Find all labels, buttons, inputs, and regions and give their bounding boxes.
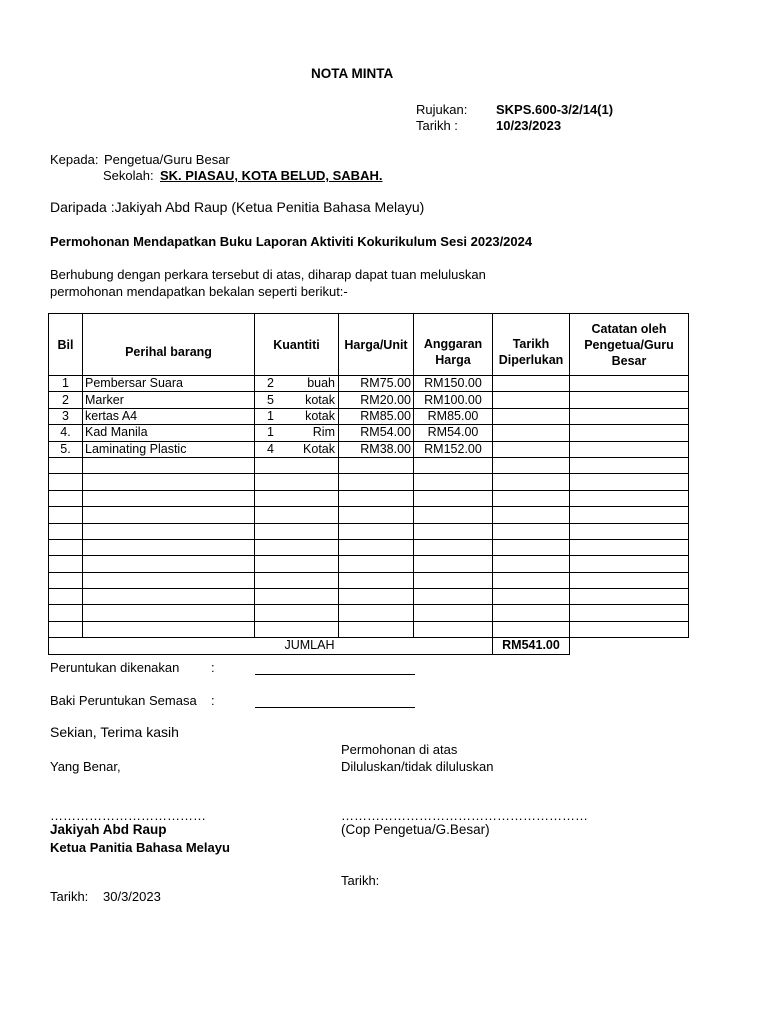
cell-catatan xyxy=(570,572,689,588)
tarikh-value: 10/23/2023 xyxy=(496,118,562,133)
cell-harga xyxy=(339,523,414,539)
cell-catatan xyxy=(570,589,689,605)
total-label: JUMLAH xyxy=(284,638,335,653)
qty-number: 5 xyxy=(267,392,274,407)
cell-tarikh xyxy=(493,474,570,490)
signature-dots-right: ………………………………………………… xyxy=(341,808,588,823)
cell-tarikh xyxy=(493,441,570,457)
qty-number: 2 xyxy=(267,376,274,391)
cell-tarikh xyxy=(493,490,570,506)
cell-tarikh xyxy=(493,392,570,408)
cell-catatan xyxy=(570,441,689,457)
cell-harga xyxy=(339,474,414,490)
cell-harga: RM20.00 xyxy=(339,392,414,408)
table-row-empty xyxy=(49,621,689,637)
cell-kuantiti xyxy=(255,539,339,555)
cell-anggaran xyxy=(414,572,493,588)
cell-tarikh xyxy=(493,621,570,637)
cell-tarikh xyxy=(493,457,570,473)
cell-anggaran: RM152.00 xyxy=(414,441,493,457)
cell-perihal xyxy=(83,621,255,637)
header-anggaran-text: Anggaran Harga xyxy=(423,336,483,367)
header-harga: Harga/Unit xyxy=(339,314,414,376)
cell-tarikh xyxy=(493,605,570,621)
cell-catatan xyxy=(570,490,689,506)
cell-perihal xyxy=(83,490,255,506)
cell-tarikh xyxy=(493,572,570,588)
table-header-row xyxy=(49,314,689,376)
total-row xyxy=(49,638,689,654)
cell-tarikh xyxy=(493,556,570,572)
header-anggaran xyxy=(414,314,493,376)
cell-perihal: Pembersar Suara xyxy=(83,376,255,392)
cell-kuantiti xyxy=(255,572,339,588)
cell-perihal xyxy=(83,523,255,539)
table-row-empty xyxy=(49,605,689,621)
cell-anggaran: RM54.00 xyxy=(414,425,493,441)
cell-anggaran: RM150.00 xyxy=(414,376,493,392)
cell-perihal xyxy=(83,474,255,490)
cell-catatan xyxy=(570,408,689,424)
baki-line xyxy=(255,707,415,708)
cell-kuantiti xyxy=(255,556,339,572)
qty-unit: kotak xyxy=(305,392,335,407)
cell-perihal xyxy=(83,539,255,555)
table-row xyxy=(49,376,689,392)
cell-anggaran xyxy=(414,457,493,473)
cell-kuantiti xyxy=(255,441,339,457)
cell-bil: 4. xyxy=(49,425,83,441)
cell-catatan xyxy=(570,621,689,637)
baki-colon: : xyxy=(211,693,215,708)
header-bil: Bil xyxy=(49,314,83,376)
cell-kuantiti xyxy=(255,605,339,621)
approval-line-1: Permohonan di atas xyxy=(341,742,458,757)
cell-catatan xyxy=(570,556,689,572)
cell-bil xyxy=(49,572,83,588)
cell-harga xyxy=(339,457,414,473)
cell-bil xyxy=(49,605,83,621)
table-row-empty xyxy=(49,507,689,523)
cell-bil xyxy=(49,507,83,523)
signer-position: Ketua Panitia Bahasa Melayu xyxy=(50,840,230,855)
cell-catatan xyxy=(570,376,689,392)
cell-bil xyxy=(49,556,83,572)
cell-anggaran xyxy=(414,589,493,605)
qty-unit: Rim xyxy=(312,425,335,440)
cell-harga xyxy=(339,621,414,637)
cell-anggaran: RM100.00 xyxy=(414,392,493,408)
cell-harga xyxy=(339,572,414,588)
qty-unit: buah xyxy=(307,376,335,391)
cell-perihal xyxy=(83,605,255,621)
cell-bil: 2 xyxy=(49,392,83,408)
sekian: Sekian, Terima kasih xyxy=(50,724,179,740)
cell-harga: RM75.00 xyxy=(339,376,414,392)
cell-kuantiti xyxy=(255,523,339,539)
approval-tarikh-label: Tarikh: xyxy=(341,873,380,888)
cell-harga xyxy=(339,539,414,555)
cell-catatan xyxy=(570,457,689,473)
total-label-cell xyxy=(49,638,493,654)
kepada-label: Kepada: xyxy=(50,152,99,167)
cell-bil xyxy=(49,539,83,555)
table-row-empty xyxy=(49,474,689,490)
cell-kuantiti xyxy=(255,621,339,637)
table-row-empty xyxy=(49,490,689,506)
rujukan-value: SKPS.600-3/2/14(1) xyxy=(496,102,614,117)
cell-tarikh xyxy=(493,507,570,523)
cell-catatan xyxy=(570,425,689,441)
cell-anggaran: RM85.00 xyxy=(414,408,493,424)
cell-anggaran xyxy=(414,523,493,539)
subject: Permohonan Mendapatkan Buku Laporan Aktiviti Kokurikulum Sesi 2023/2024 xyxy=(50,234,533,249)
table-row xyxy=(49,441,689,457)
request-table xyxy=(48,313,689,655)
cell-anggaran xyxy=(414,605,493,621)
cell-catatan xyxy=(570,474,689,490)
table-row-empty xyxy=(49,457,689,473)
from-line: Daripada :Jakiyah Abd Raup (Ketua Penitia Bahasa Melayu) xyxy=(50,199,425,215)
cell-perihal xyxy=(83,556,255,572)
sekolah-value: SK. PIASAU, KOTA BELUD, SABAH. xyxy=(160,168,383,183)
qty-number: 4 xyxy=(267,441,274,456)
table-row-empty xyxy=(49,572,689,588)
cell-kuantiti xyxy=(255,425,339,441)
cell-bil: 1 xyxy=(49,376,83,392)
cell-perihal: Kad Manila xyxy=(83,425,255,441)
peruntukan-colon: : xyxy=(211,660,215,675)
cell-tarikh xyxy=(493,523,570,539)
cell-perihal xyxy=(83,507,255,523)
cell-catatan xyxy=(570,507,689,523)
cell-anggaran xyxy=(414,490,493,506)
qty-unit: kotak xyxy=(305,408,335,423)
cell-kuantiti xyxy=(255,507,339,523)
cell-perihal: Marker xyxy=(83,392,255,408)
page-title: NOTA MINTA xyxy=(311,66,394,81)
tarikh-label: Tarikh : xyxy=(416,118,458,133)
cell-perihal xyxy=(83,572,255,588)
cell-catatan xyxy=(570,523,689,539)
table-row-empty xyxy=(49,539,689,555)
header-tarikh xyxy=(493,314,570,376)
cell-kuantiti xyxy=(255,457,339,473)
cell-tarikh xyxy=(493,408,570,424)
cell-catatan xyxy=(570,605,689,621)
header-perihal-text: Perihal barang xyxy=(125,344,212,359)
cell-tarikh xyxy=(493,589,570,605)
signature-dots-left: ……………………………… xyxy=(50,808,206,823)
cell-kuantiti xyxy=(255,408,339,424)
cell-perihal: kertas A4 xyxy=(83,408,255,424)
table-row xyxy=(49,425,689,441)
signer-tarikh-label: Tarikh: xyxy=(50,889,89,904)
header-tarikh-text: Tarikh Diperlukan xyxy=(498,336,564,367)
table-row xyxy=(49,408,689,424)
peruntukan-line xyxy=(255,674,415,675)
cell-bil: 5. xyxy=(49,441,83,457)
cell-tarikh xyxy=(493,425,570,441)
sekolah-label: Sekolah: xyxy=(103,168,154,183)
cell-harga xyxy=(339,556,414,572)
kepada-value: Pengetua/Guru Besar xyxy=(104,152,230,167)
cell-kuantiti xyxy=(255,474,339,490)
table-row-empty xyxy=(49,556,689,572)
total-empty xyxy=(570,638,689,654)
cell-harga xyxy=(339,589,414,605)
cell-bil: 3 xyxy=(49,408,83,424)
cell-catatan xyxy=(570,392,689,408)
table-row-empty xyxy=(49,523,689,539)
table-row-empty xyxy=(49,589,689,605)
peruntukan-label: Peruntukan dikenakan xyxy=(50,660,180,675)
cop-label: (Cop Pengetua/G.Besar) xyxy=(341,822,490,837)
cell-harga xyxy=(339,507,414,523)
cell-tarikh xyxy=(493,376,570,392)
cell-bil xyxy=(49,523,83,539)
cell-kuantiti xyxy=(255,490,339,506)
cell-anggaran xyxy=(414,556,493,572)
cell-bil xyxy=(49,474,83,490)
body-line-1: Berhubung dengan perkara tersebut di atas, diharap dapat tuan meluluskan xyxy=(50,267,486,282)
cell-tarikh xyxy=(493,539,570,555)
table-row xyxy=(49,392,689,408)
cell-harga xyxy=(339,605,414,621)
qty-number: 1 xyxy=(267,425,274,440)
cell-anggaran xyxy=(414,474,493,490)
approval-line-2: Diluluskan/tidak diluluskan xyxy=(341,759,494,774)
body-line-2: permohonan mendapatkan bekalan seperti berikut:- xyxy=(50,284,348,299)
cell-bil xyxy=(49,457,83,473)
cell-kuantiti xyxy=(255,376,339,392)
cell-bil xyxy=(49,490,83,506)
header-catatan: Catatan oleh Pengetua/Guru Besar xyxy=(570,314,689,376)
cell-bil xyxy=(49,621,83,637)
cell-perihal: Laminating Plastic xyxy=(83,441,255,457)
total-value: RM541.00 xyxy=(493,638,570,654)
cell-catatan xyxy=(570,539,689,555)
header-perihal xyxy=(83,314,255,376)
cell-anggaran xyxy=(414,507,493,523)
qty-unit: Kotak xyxy=(303,441,335,456)
baki-label: Baki Peruntukan Semasa xyxy=(50,693,197,708)
cell-perihal xyxy=(83,457,255,473)
signer-name: Jakiyah Abd Raup xyxy=(50,822,167,837)
cell-harga: RM38.00 xyxy=(339,441,414,457)
cell-bil xyxy=(49,589,83,605)
cell-anggaran xyxy=(414,621,493,637)
header-kuantiti: Kuantiti xyxy=(255,314,339,376)
qty-number: 1 xyxy=(267,408,274,423)
cell-anggaran xyxy=(414,539,493,555)
cell-perihal xyxy=(83,589,255,605)
yang-benar: Yang Benar, xyxy=(50,759,121,774)
cell-kuantiti xyxy=(255,392,339,408)
cell-kuantiti xyxy=(255,589,339,605)
cell-harga xyxy=(339,490,414,506)
cell-harga: RM54.00 xyxy=(339,425,414,441)
rujukan-label: Rujukan: xyxy=(416,102,468,117)
cell-harga: RM85.00 xyxy=(339,408,414,424)
signer-tarikh-value: 30/3/2023 xyxy=(103,889,161,904)
